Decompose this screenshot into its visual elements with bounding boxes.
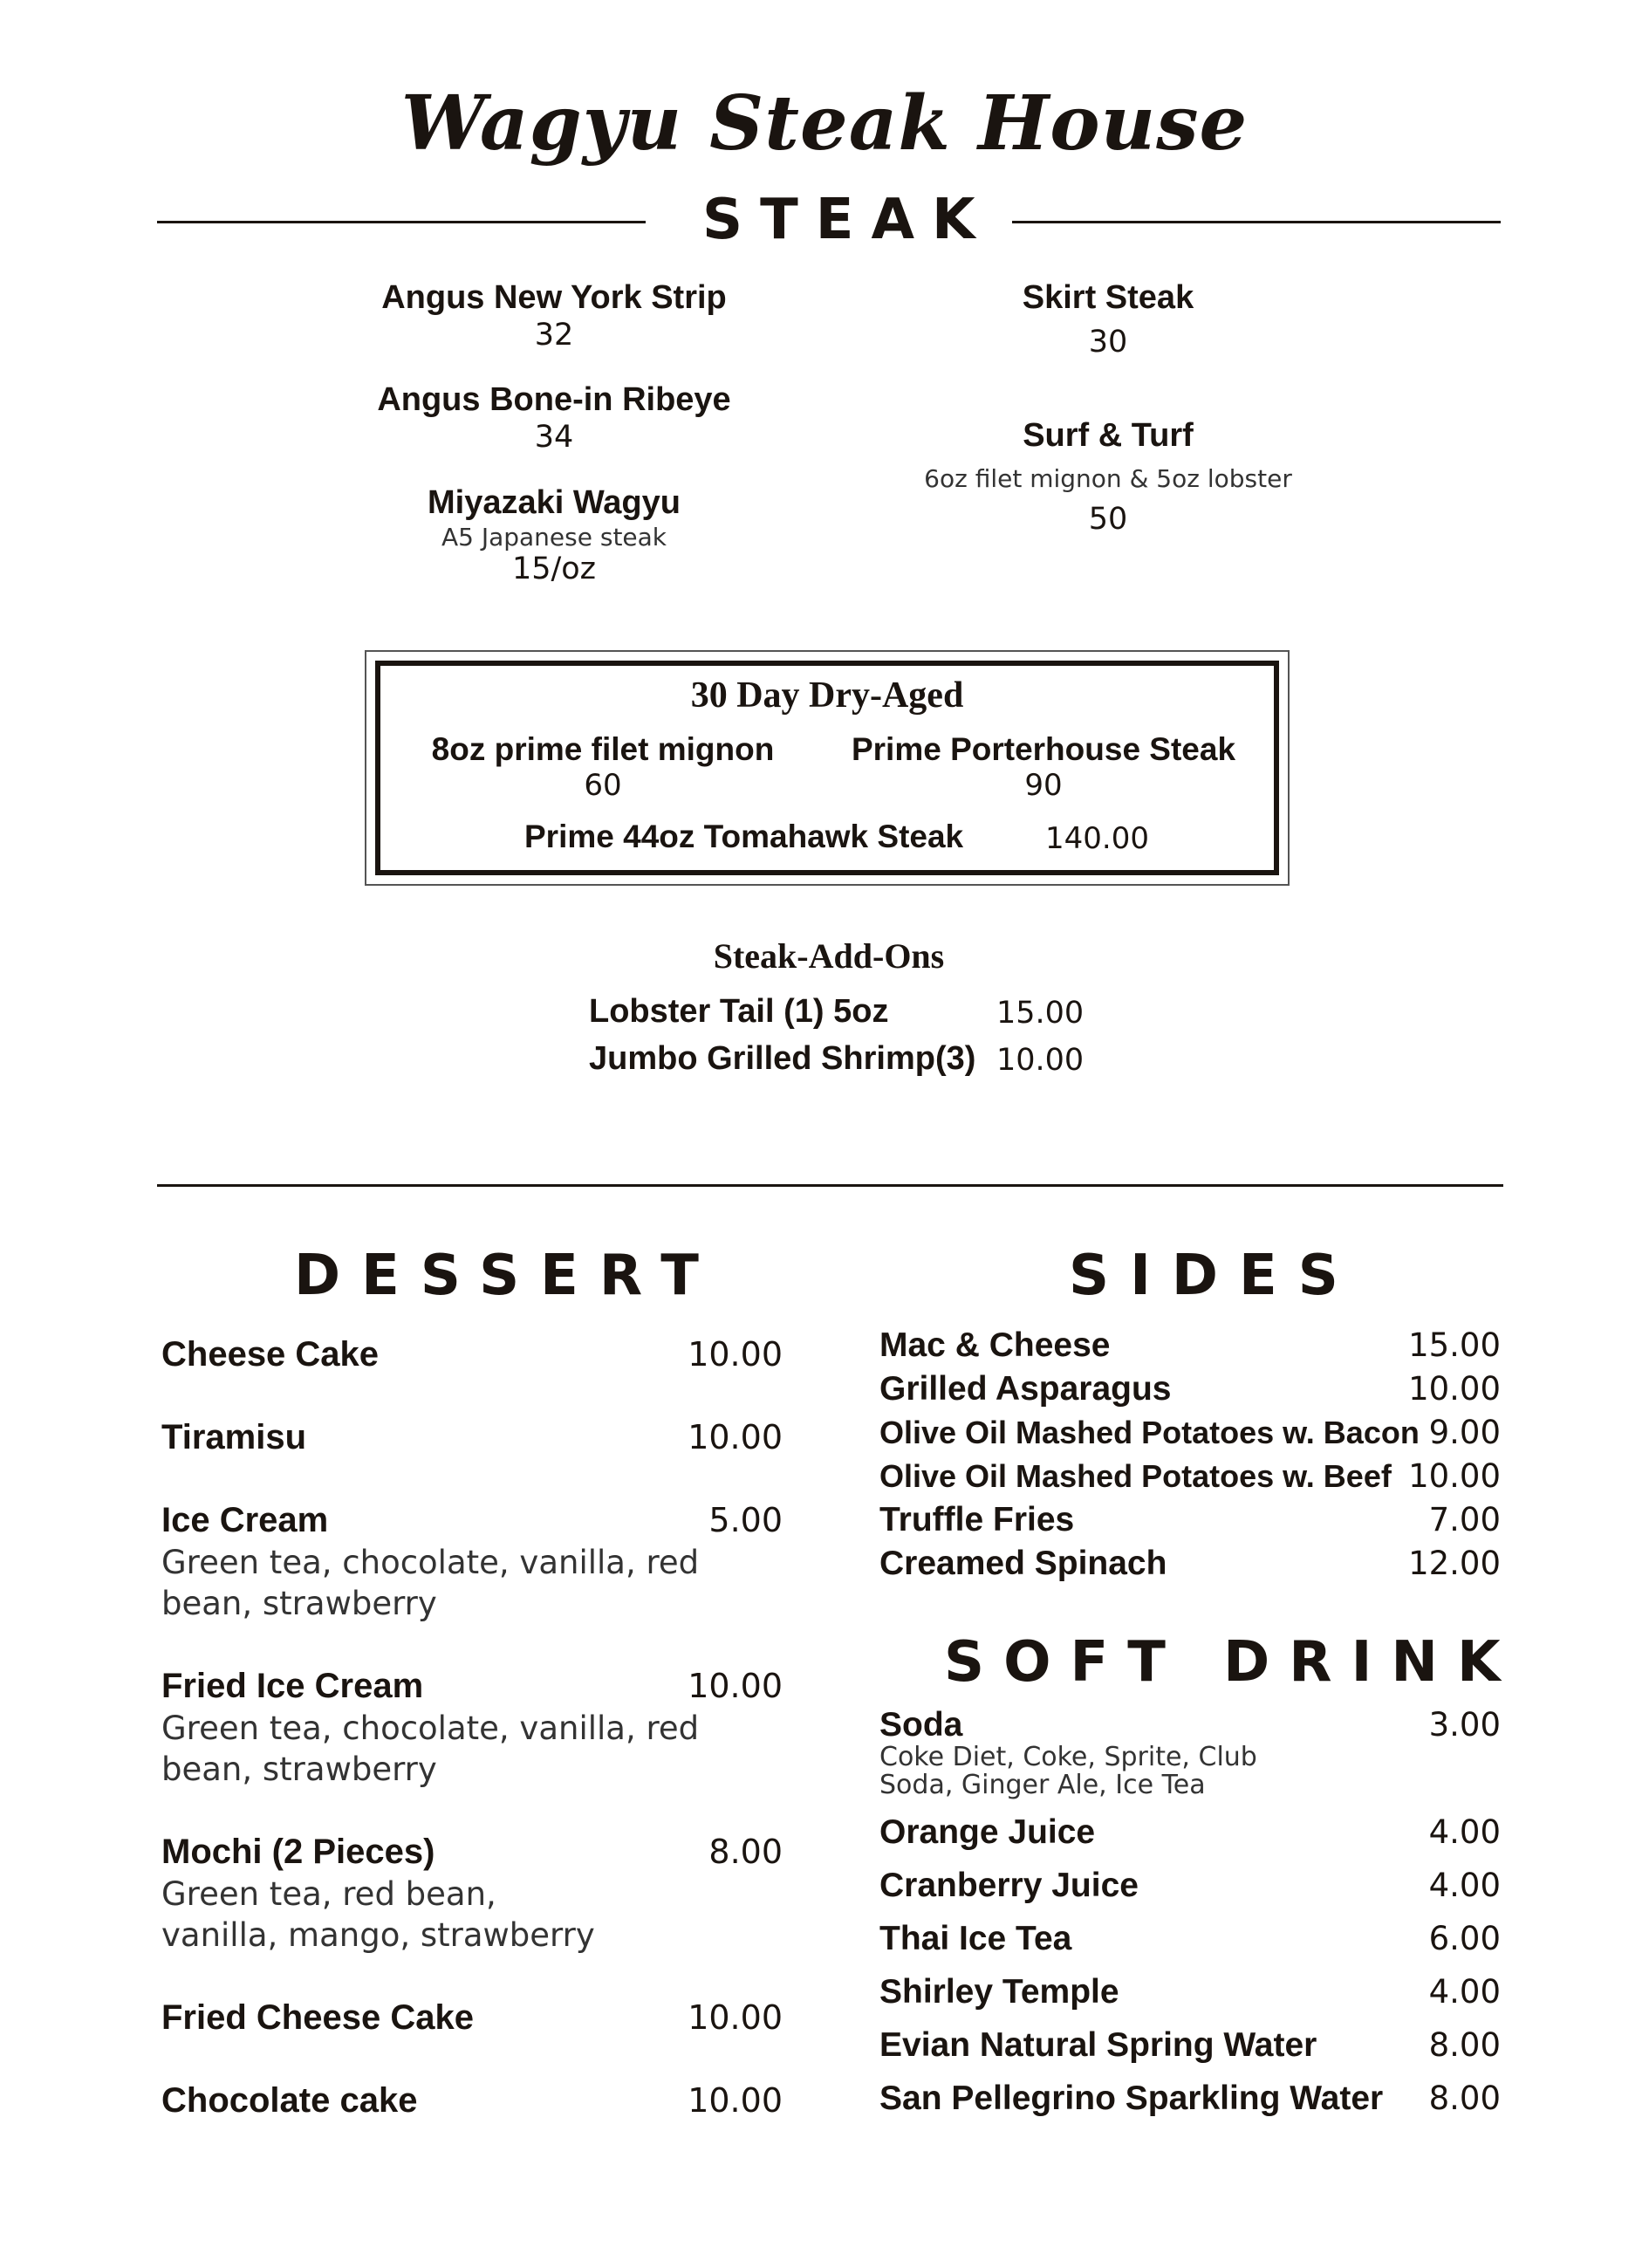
sides-heading: SIDES	[1069, 1244, 1359, 1308]
steak-item	[349, 279, 759, 353]
steak-item-name: Angus Bone-in Ribeye	[377, 381, 731, 418]
side-item	[879, 1370, 1501, 1408]
drink-item-price: 8.00	[1428, 2026, 1501, 2064]
drink-item	[879, 2026, 1501, 2065]
side-item	[879, 1457, 1501, 1495]
steak-item-name: Angus New York Strip	[381, 279, 727, 316]
dessert-item	[161, 2081, 783, 2121]
drink-item-name: Cranberry Juice	[879, 1867, 1139, 1904]
steak-item-price: 15/oz	[511, 552, 597, 587]
dessert-item	[161, 1833, 783, 1872]
dessert-item	[161, 1335, 783, 1374]
dessert-item-name: Mochi (2 Pieces)	[161, 1833, 435, 1871]
drink-item-name: Evian Natural Spring Water	[879, 2026, 1317, 2064]
steak-item	[349, 381, 759, 455]
dessert-item-name: Fried Ice Cream	[161, 1667, 424, 1705]
steak-item	[349, 484, 759, 587]
steak-item-price: 32	[534, 317, 574, 353]
drink-item-name: Orange Juice	[879, 1813, 1096, 1851]
side-item-name: Grilled Asparagus	[879, 1370, 1172, 1408]
add-on-name: Jumbo Grilled Shrimp(3)	[589, 1040, 976, 1077]
side-item	[879, 1545, 1501, 1583]
dessert-item-price: 10.00	[688, 1667, 783, 1705]
steak-item-name: Skirt Steak	[1022, 279, 1194, 316]
add-on-price: 15.00	[996, 996, 1085, 1031]
steak-item	[881, 417, 1335, 538]
side-item-name: Creamed Spinach	[879, 1545, 1167, 1582]
steak-rule-left	[157, 221, 646, 223]
drink-item-price: 4.00	[1428, 1973, 1501, 2011]
dessert-item	[161, 1418, 783, 1457]
drink-item-price: 6.00	[1428, 1920, 1501, 1957]
drink-item-desc: Coke Diet, Coke, Sprite, Club Soda, Ginger Ale, Ice Tea	[879, 1742, 1257, 1800]
dessert-item-name: Fried Cheese Cake	[161, 1998, 474, 2037]
dry-aged-item-price: 60	[584, 768, 622, 803]
dessert-item	[161, 1667, 783, 1706]
add-on-price: 10.00	[996, 1043, 1085, 1078]
dessert-item-price: 8.00	[708, 1833, 783, 1871]
side-item-name: Truffle Fries	[879, 1501, 1075, 1538]
dessert-item	[161, 1998, 783, 2038]
dessert-item	[161, 1501, 783, 1540]
steak-item-desc: A5 Japanese steak	[441, 522, 667, 552]
dessert-item-name: Tiramisu	[161, 1418, 306, 1456]
drink-item	[879, 1920, 1501, 1958]
side-item-name: Mac & Cheese	[879, 1326, 1111, 1364]
dessert-item-name: Chocolate cake	[161, 2081, 418, 2120]
steak-item-price: 50	[1088, 502, 1128, 538]
dessert-item-desc: Green tea, red bean, vanilla, mango, strawberry	[161, 1875, 595, 1954]
dry-aged-item-name: 8oz prime filet mignon	[431, 731, 775, 767]
steak-item-price: 30	[1088, 324, 1128, 360]
dessert-item-price: 10.00	[688, 2081, 783, 2120]
drink-item	[879, 1973, 1501, 2011]
side-item-price: 9.00	[1428, 1414, 1501, 1451]
steak-heading: STEAK	[702, 188, 993, 252]
side-item-price: 10.00	[1408, 1370, 1501, 1408]
dessert-item-price: 10.00	[688, 1335, 783, 1374]
dry-aged-item	[411, 731, 795, 803]
drink-item-price: 4.00	[1428, 1867, 1501, 1904]
drink-item-name: Soda	[879, 1706, 963, 1744]
drink-item-price: 4.00	[1428, 1813, 1501, 1851]
drink-item-name: Thai Ice Tea	[879, 1920, 1072, 1957]
drink-item-price: 8.00	[1428, 2080, 1501, 2117]
side-item	[879, 1326, 1501, 1365]
dessert-item-desc: Green tea, chocolate, vanilla, red bean, strawberry	[161, 1544, 700, 1622]
restaurant-title: Wagyu Steak House	[400, 79, 1249, 168]
steak-item-price: 34	[534, 419, 574, 455]
dry-aged-item-price: 90	[1024, 768, 1063, 803]
dry-aged-box	[365, 650, 1290, 886]
dessert-item-price: 10.00	[688, 1418, 783, 1456]
dessert-item-name: Ice Cream	[161, 1501, 329, 1539]
drink-item	[879, 1813, 1501, 1852]
side-item	[879, 1501, 1501, 1539]
side-item-name: Olive Oil Mashed Potatoes w. Beef	[879, 1458, 1392, 1494]
dessert-item-price: 5.00	[708, 1501, 783, 1539]
steak-item-name: Miyazaki Wagyu	[427, 484, 681, 521]
dessert-heading: DESSERT	[294, 1244, 720, 1308]
drink-item-price: 3.00	[1428, 1706, 1501, 1744]
steak-item	[899, 279, 1317, 360]
side-item-price: 15.00	[1408, 1326, 1501, 1364]
drink-item	[879, 1867, 1501, 1905]
drink-item	[879, 2080, 1501, 2118]
dessert-item-name: Cheese Cake	[161, 1335, 380, 1374]
dry-aged-item	[843, 731, 1244, 803]
dry-aged-inner-border	[375, 661, 1279, 875]
add-ons-heading: Steak-Add-Ons	[713, 936, 945, 976]
drink-item-name: San Pellegrino Sparkling Water	[879, 2080, 1384, 2117]
dry-aged-heading: 30 Day Dry-Aged	[690, 675, 964, 716]
steak-item-name: Surf & Turf	[1023, 417, 1194, 454]
steak-rule-right	[1012, 221, 1501, 223]
drink-item-name: Shirley Temple	[879, 1973, 1119, 2011]
steak-item-desc: 6oz filet mignon & 5oz lobster	[924, 463, 1292, 493]
section-divider	[157, 1184, 1503, 1187]
drink-item	[879, 1706, 1501, 1744]
dry-aged-item-price: 140.00	[1045, 821, 1149, 856]
side-item-price: 7.00	[1428, 1501, 1501, 1538]
add-on-name: Lobster Tail (1) 5oz	[589, 993, 889, 1030]
dessert-item-desc: Green tea, chocolate, vanilla, red bean, strawberry	[161, 1710, 700, 1788]
side-item-price: 12.00	[1408, 1545, 1501, 1582]
side-item	[879, 1414, 1501, 1451]
dry-aged-item-name: Prime 44oz Tomahawk Steak	[524, 819, 964, 854]
soft-drink-heading: SOFT DRINK	[944, 1630, 1520, 1695]
side-item-name: Olive Oil Mashed Potatoes w. Bacon	[879, 1415, 1420, 1450]
side-item-price: 10.00	[1408, 1457, 1501, 1495]
dessert-item-price: 10.00	[688, 1998, 783, 2037]
dry-aged-item-name: Prime Porterhouse Steak	[851, 731, 1236, 767]
